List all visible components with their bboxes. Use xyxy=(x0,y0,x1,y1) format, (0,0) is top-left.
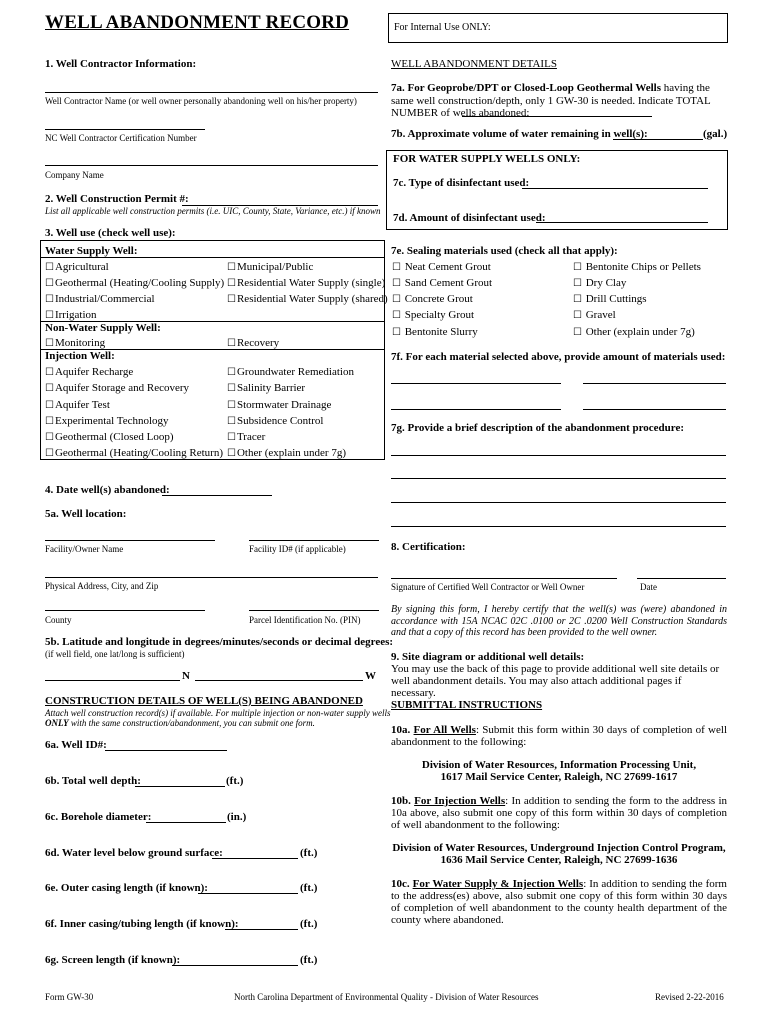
checkbox[interactable]: ☐ xyxy=(45,400,54,411)
address1 xyxy=(391,759,727,783)
address-label: Physical Address, City, and Zip xyxy=(45,581,159,591)
screen-label: 6g. Screen length (if known): xyxy=(45,954,181,966)
q7e-label: 7e. Sealing materials used (check all that apply): xyxy=(391,245,618,257)
inj-aquifer-test[interactable] xyxy=(45,399,110,411)
inj-aquifer-storage[interactable] xyxy=(45,382,189,394)
checkbox[interactable]: ☐ xyxy=(45,338,54,349)
seal-dry-clay[interactable] xyxy=(573,277,626,289)
q7g-field-4[interactable] xyxy=(391,526,726,527)
q7b-label: 7b. Approximate volume of water remaining in well(s): xyxy=(391,128,648,140)
ws-geothermal-supply[interactable] xyxy=(45,277,224,289)
construction-note2-bold: ONLY xyxy=(45,718,69,728)
checkbox[interactable]: ☐ xyxy=(45,262,54,273)
form-title: WELL ABANDONMENT RECORD xyxy=(45,12,350,33)
inj-aquifer-recharge[interactable] xyxy=(45,366,133,378)
inj-label: Stormwater Drainage xyxy=(236,399,332,411)
ws-label: Agricultural xyxy=(54,261,109,273)
inj-label: Salinity Barrier xyxy=(236,382,306,394)
water-supply-only-heading: FOR WATER SUPPLY WELLS ONLY: xyxy=(393,153,581,165)
seal-concrete[interactable] xyxy=(392,293,473,305)
q7f-field-4[interactable] xyxy=(583,409,726,410)
well-use-heading: 3. Well use (check well use): xyxy=(45,227,176,239)
contractor-name-field[interactable] xyxy=(45,92,378,93)
details-heading: WELL ABANDONMENT DETAILS xyxy=(391,58,557,70)
checkbox[interactable]: ☐ xyxy=(45,367,54,378)
nw-recovery[interactable] xyxy=(227,337,279,349)
permit-note: List all applicable well construction permits (i.e. UIC, County, State, Variance, etc.) if known xyxy=(45,206,381,216)
seal-label: Specialty Grout xyxy=(404,309,475,321)
longitude-field[interactable] xyxy=(195,680,363,681)
cert-number-field[interactable] xyxy=(45,129,205,130)
signature-label: Signature of Certified Well Contractor or Well Owner xyxy=(391,582,585,592)
ws-industrial[interactable] xyxy=(45,293,155,305)
latlong-heading: 5b. Latitude and longitude in degrees/minutes/seconds or decimal degrees: xyxy=(45,636,394,648)
ws-label: Residential Water Supply (shared) xyxy=(236,293,388,305)
internal-use-box[interactable] xyxy=(388,13,728,43)
checkbox[interactable]: ☐ xyxy=(227,383,236,394)
inner-casing-field[interactable] xyxy=(225,929,298,930)
construction-heading: CONSTRUCTION DETAILS OF WELL(S) BEING ABANDONED xyxy=(45,695,363,707)
checkbox[interactable]: ☐ xyxy=(227,400,236,411)
address2-line2: 1636 Mail Service Center, Raleigh, NC 27699-1636 xyxy=(440,854,678,866)
signature-date-field[interactable] xyxy=(637,578,726,579)
total-depth-label: 6b. Total well depth: xyxy=(45,775,141,787)
inj-label: Tracer xyxy=(236,431,266,443)
parcel-field[interactable] xyxy=(249,610,379,611)
well-id-field[interactable] xyxy=(105,750,227,751)
outer-casing-field[interactable] xyxy=(198,893,298,894)
checkbox[interactable]: ☐ xyxy=(227,416,236,427)
injection-heading: Injection Well: xyxy=(45,350,115,362)
checkbox[interactable]: ☐ xyxy=(227,262,236,273)
inj-geothermal-closed[interactable] xyxy=(45,431,174,443)
outer-casing-unit: (ft.) xyxy=(300,882,318,894)
ws-label: Residential Water Supply (single) xyxy=(236,277,386,289)
parcel-label: Parcel Identification No. (PIN) xyxy=(249,615,361,625)
q10c-text xyxy=(391,878,727,926)
company-name-field[interactable] xyxy=(45,165,378,166)
borehole-label: 6c. Borehole diameter: xyxy=(45,811,152,823)
facility-owner-field[interactable] xyxy=(45,540,215,541)
facility-id-label: Facility ID# (if applicable) xyxy=(249,544,346,554)
inj-groundwater-remediation[interactable] xyxy=(227,366,354,378)
inner-casing-unit: (ft.) xyxy=(300,918,318,930)
address1-line1: Division of Water Resources, Information Processing Unit, xyxy=(421,759,697,771)
checkbox[interactable]: ☐ xyxy=(573,294,582,305)
site-diagram-heading: 9. Site diagram or additional well details: xyxy=(391,651,585,663)
checkbox[interactable]: ☐ xyxy=(392,262,401,273)
construction-note2-text: with the same construction/abandonment, you can submit one form. xyxy=(68,718,315,728)
ws-label: Industrial/Commercial xyxy=(54,293,155,305)
seal-label: Neat Cement Grout xyxy=(404,261,491,273)
checkbox[interactable]: ☐ xyxy=(45,416,54,427)
certification-statement: By signing this form, I hereby certify that the well(s) was (were) abandoned in accordance with 15A NCAC 02C .0100 or 2C .0200 Well Construction Standards and that a copy of this record has been provided to the well owner. xyxy=(391,604,727,638)
nw-label: Recovery xyxy=(236,337,280,349)
q7f-field-1[interactable] xyxy=(391,383,561,384)
footer-form: Form GW-30 xyxy=(45,992,94,1002)
seal-label: Concrete Grout xyxy=(404,293,473,305)
checkbox[interactable]: ☐ xyxy=(45,432,54,443)
q7c-field[interactable] xyxy=(522,188,708,189)
latitude-field[interactable] xyxy=(45,680,180,681)
water-level-label: 6d. Water level below ground surface: xyxy=(45,847,223,859)
well-id-label: 6a. Well ID#: xyxy=(45,739,107,751)
address2-line1: Division of Water Resources, Underground Injection Control Program, xyxy=(392,842,726,854)
checkbox[interactable]: ☐ xyxy=(392,278,401,289)
water-level-unit: (ft.) xyxy=(300,847,318,859)
inj-label: Groundwater Remediation xyxy=(236,366,354,378)
total-depth-field[interactable] xyxy=(135,786,225,787)
non-water-heading: Non-Water Supply Well: xyxy=(45,322,161,334)
q7g-field-2[interactable] xyxy=(391,478,726,479)
construction-note1: Attach well construction record(s) if available. For multiple injection or non-water supply wells xyxy=(45,708,391,718)
q10a-body: : Submit this form within 30 days of completion of well abandonment to the following: xyxy=(391,724,727,748)
q7d-field[interactable] xyxy=(536,222,708,223)
checkbox[interactable]: ☐ xyxy=(45,383,54,394)
q10b-underlined: For Injection Wells xyxy=(414,795,506,807)
seal-label: Drill Cuttings xyxy=(585,293,647,305)
checkbox[interactable]: ☐ xyxy=(45,310,54,321)
checkbox[interactable]: ☐ xyxy=(392,294,401,305)
contractor-name-label: Well Contractor Name (or well owner personally abandoning well on his/her property) xyxy=(45,96,357,106)
checkbox[interactable]: ☐ xyxy=(45,278,54,289)
q7g-label: 7g. Provide a brief description of the abandonment procedure: xyxy=(391,422,685,434)
ws-label: Municipal/Public xyxy=(236,261,314,273)
inj-label: Aquifer Recharge xyxy=(54,366,134,378)
inj-experimental[interactable] xyxy=(45,415,169,427)
address2 xyxy=(391,842,727,866)
seal-label: Dry Clay xyxy=(585,277,627,289)
ws-irrigation[interactable] xyxy=(45,309,97,321)
inj-other[interactable] xyxy=(227,447,346,459)
screen-unit: (ft.) xyxy=(300,954,318,966)
q10a-underlined: For All Wells xyxy=(413,724,476,736)
inj-subsidence[interactable] xyxy=(227,415,323,427)
ws-label: Irrigation xyxy=(54,309,97,321)
county-field[interactable] xyxy=(45,610,205,611)
q7f-field-2[interactable] xyxy=(583,383,726,384)
q10b-body: : In addition to sending the form to the address in 10a above, also submit one copy of this form within 30 days of completion of well abandonment to the following: xyxy=(391,795,728,831)
checkbox[interactable]: ☐ xyxy=(227,338,236,349)
latlong-note: (if well field, one lat/long is sufficient) xyxy=(45,649,185,659)
footer-revised: Revised 2-22-2016 xyxy=(655,992,724,1002)
inj-salinity-barrier[interactable] xyxy=(227,382,305,394)
divider xyxy=(40,257,385,258)
seal-gravel[interactable] xyxy=(573,309,616,321)
checkbox[interactable]: ☐ xyxy=(45,294,54,305)
q7d-label: 7d. Amount of disinfectant used: xyxy=(393,212,546,224)
ws-agricultural[interactable] xyxy=(45,261,109,273)
seal-label: Bentonite Slurry xyxy=(404,326,478,338)
q7a-rest: having the same well construction/depth, only 1 GW-30 is needed. Indicate TOTAL NUMBER of wells abandoned: xyxy=(391,82,711,119)
ws-label: Geothermal (Heating/Cooling Supply) xyxy=(54,277,225,289)
certification-heading: 8. Certification: xyxy=(391,541,466,553)
permit-heading: 2. Well Construction Permit #: xyxy=(45,193,189,205)
q10c-label: 10c. xyxy=(391,878,413,890)
county-label: County xyxy=(45,615,72,625)
q7c-label: 7c. Type of disinfectant used: xyxy=(393,177,530,189)
seal-drill-cuttings[interactable] xyxy=(573,293,647,305)
q10b-text xyxy=(391,795,727,831)
inj-label: Experimental Technology xyxy=(54,415,169,427)
ws-municipal[interactable] xyxy=(227,261,313,273)
address-field[interactable] xyxy=(45,577,378,578)
location-heading: 5a. Well location: xyxy=(45,508,127,520)
q10a-text xyxy=(391,724,727,748)
inj-label: Subsidence Control xyxy=(236,415,324,427)
water-level-field[interactable] xyxy=(212,858,298,859)
latitude-n: N xyxy=(182,670,190,682)
facility-owner-label: Facility/Owner Name xyxy=(45,544,124,554)
checkbox[interactable]: ☐ xyxy=(573,262,582,273)
q7a-field[interactable] xyxy=(462,116,652,117)
date-abandoned-label: 4. Date well(s) abandoned: xyxy=(45,484,170,496)
checkbox[interactable]: ☐ xyxy=(45,448,54,459)
nw-label: Monitoring xyxy=(54,337,106,349)
inj-label: Geothermal (Closed Loop) xyxy=(54,431,174,443)
inj-label: Aquifer Test xyxy=(54,399,110,411)
outer-casing-label: 6e. Outer casing length (if known): xyxy=(45,882,208,894)
q7f-field-3[interactable] xyxy=(391,409,561,410)
q7a-bold: 7a. For Geoprobe/DPT or Closed-Loop Geothermal Wells xyxy=(391,82,662,94)
checkbox[interactable]: ☐ xyxy=(227,367,236,378)
seal-bentonite-chips[interactable] xyxy=(573,261,701,273)
seal-label: Bentonite Chips or Pellets xyxy=(585,261,701,273)
checkbox[interactable]: ☐ xyxy=(573,310,582,321)
inj-geothermal-return[interactable] xyxy=(45,447,223,459)
q10b-label: 10b. xyxy=(391,795,415,807)
nw-monitoring[interactable] xyxy=(45,337,105,349)
q7g-field-3[interactable] xyxy=(391,502,726,503)
q10a-label: 10a. xyxy=(391,724,414,736)
ws-residential-single[interactable] xyxy=(227,277,385,289)
total-depth-unit: (ft.) xyxy=(226,775,244,787)
construction-note2 xyxy=(45,718,315,728)
seal-specialty[interactable] xyxy=(392,309,474,321)
contractor-heading: 1. Well Contractor Information: xyxy=(45,58,197,70)
checkbox[interactable]: ☐ xyxy=(227,278,236,289)
inj-label: Geothermal (Heating/Cooling Return) xyxy=(54,447,223,459)
seal-label: Other (explain under 7g) xyxy=(585,326,695,338)
signature-date-label: Date xyxy=(640,582,657,592)
q7f-label: 7f. For each material selected above, provide amount of materials used: xyxy=(391,351,726,363)
company-name-label: Company Name xyxy=(45,170,104,180)
submittal-heading: SUBMITTAL INSTRUCTIONS xyxy=(391,699,543,711)
screen-field[interactable] xyxy=(172,965,298,966)
internal-use-label: For Internal Use ONLY: xyxy=(394,22,491,33)
checkbox[interactable]: ☐ xyxy=(227,432,236,443)
q7g-field-1[interactable] xyxy=(391,455,726,456)
borehole-unit: (in.) xyxy=(227,811,247,823)
seal-sand-cement[interactable] xyxy=(392,277,492,289)
inner-casing-label: 6f. Inner casing/tubing length (if known): xyxy=(45,918,239,930)
seal-label: Sand Cement Grout xyxy=(404,277,493,289)
seal-bentonite-slurry[interactable] xyxy=(392,326,478,338)
inj-tracer[interactable] xyxy=(227,431,265,443)
borehole-field[interactable] xyxy=(146,822,226,823)
seal-neat-cement[interactable] xyxy=(392,261,491,273)
water-supply-heading: Water Supply Well: xyxy=(45,245,138,257)
inj-label: Other (explain under 7g) xyxy=(236,447,347,459)
ws-residential-shared[interactable] xyxy=(227,293,388,305)
q10c-underlined: For Water Supply & Injection Wells xyxy=(412,878,584,890)
q7b-unit: (gal.) xyxy=(703,128,728,140)
checkbox[interactable]: ☐ xyxy=(392,327,401,338)
date-abandoned-field[interactable] xyxy=(162,495,272,496)
checkbox[interactable]: ☐ xyxy=(227,294,236,305)
signature-field[interactable] xyxy=(391,578,617,579)
inj-label: Aquifer Storage and Recovery xyxy=(54,382,190,394)
inj-stormwater[interactable] xyxy=(227,399,331,411)
cert-number-label: NC Well Contractor Certification Number xyxy=(45,133,197,143)
seal-label: Gravel xyxy=(585,309,616,321)
checkbox[interactable]: ☐ xyxy=(573,327,582,338)
q7a-text xyxy=(391,82,731,120)
q10c-body: : In addition to sending the form to the address(es) above, also submit one copy of this form within 30 days of completion of well abandonment to the county health department of the county where abandoned. xyxy=(391,878,727,926)
q7b-field[interactable] xyxy=(613,139,703,140)
site-diagram-text: You may use the back of this page to provide additional well site details or well abandonment details. You may also attach additional pages if necessary. xyxy=(391,663,720,699)
checkbox[interactable]: ☐ xyxy=(392,310,401,321)
footer-agency: North Carolina Department of Environmental Quality - Division of Water Resources xyxy=(234,992,539,1002)
facility-id-field[interactable] xyxy=(249,540,379,541)
checkbox[interactable]: ☐ xyxy=(573,278,582,289)
checkbox[interactable]: ☐ xyxy=(227,448,236,459)
longitude-w: W xyxy=(365,670,376,682)
seal-other[interactable] xyxy=(573,326,695,338)
address1-line2: 1617 Mail Service Center, Raleigh, NC 27699-1617 xyxy=(440,771,678,783)
